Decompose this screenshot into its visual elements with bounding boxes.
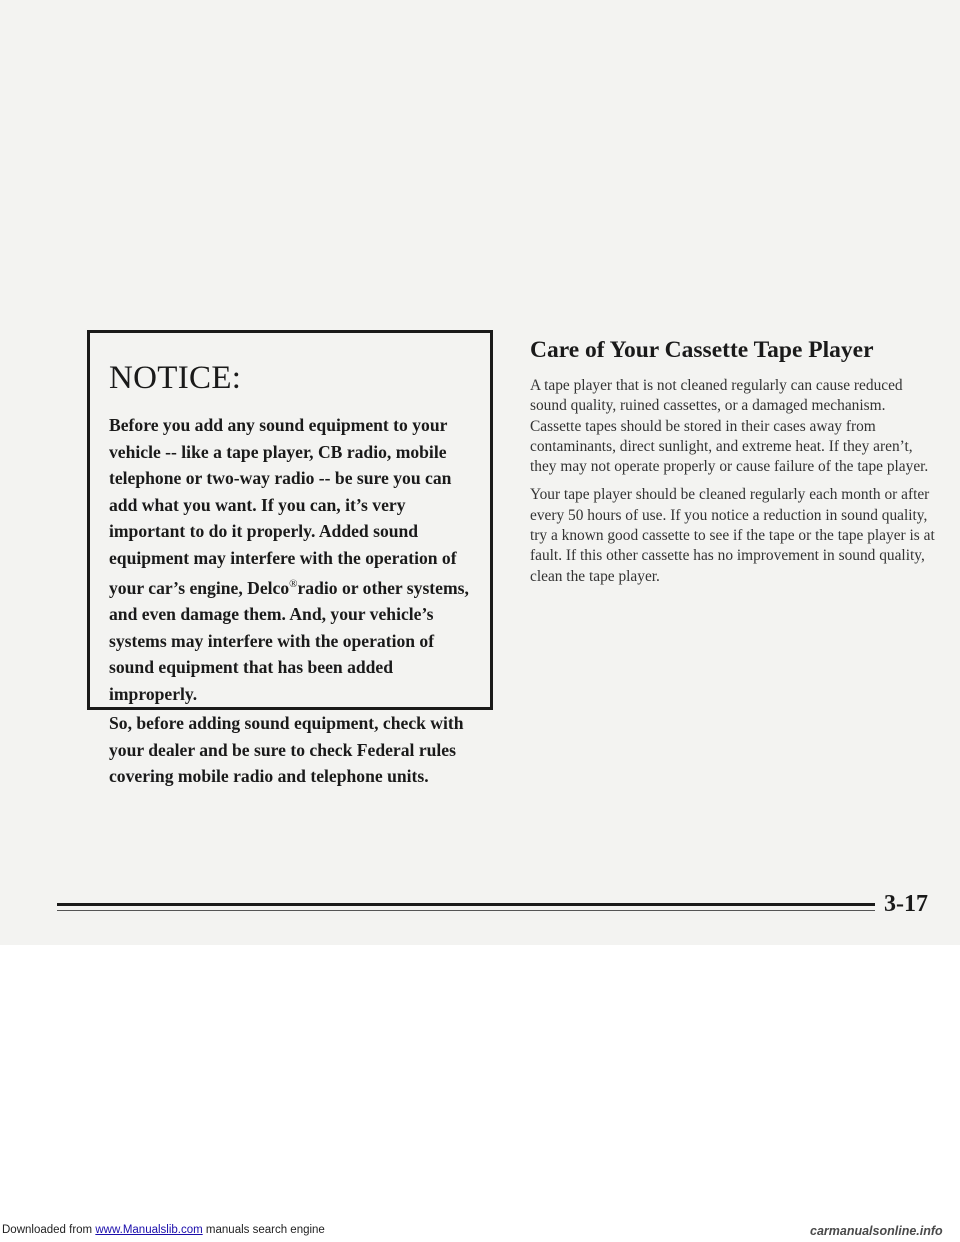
page-number: 3-17 [884,891,928,917]
registered-mark: ® [289,578,298,590]
notice-title: NOTICE: [109,360,242,396]
notice-paragraph-1 [109,412,472,707]
watermark: carmanualsonline.info [810,1224,943,1238]
footer-suffix: manuals search engine [205,1224,325,1236]
footer-rule-thin [57,910,875,911]
footer-prefix: Downloaded from [2,1224,93,1236]
cassette-care-section [530,334,940,595]
download-footer [2,1224,325,1236]
section-paragraph-1: A tape player that is not cleaned regularly can cause reduced sound quality, ruined cassettes, or a damaged mechanism. Cassette tapes should be stored in their cases away from contaminants, direct sunlight, and extreme heat. If they aren’t, they may not operate properly or cause failure of the tape player. [530,377,929,476]
notice-box [87,330,493,787]
section-paragraph-2: Your tape player should be cleaned regularly each month or after every 50 hours of use. If you notice a reduction in sound quality, try a known good cassette to see if the tape or the tape player is at fault. If this other cassette has no improvement in sound quality, clean the tape player. [530,486,935,585]
notice-paragraph-2: So, before adding sound equipment, check with your dealer and be sure to check Federal rules covering mobile radio and telephone units. [109,713,464,787]
notice-paragraph-1-part-1: Before you add any sound equipment to your vehicle -- like a tape player, CB radio, mobile telephone or two-way radio -- be sure you can add what you want. If you can, it’s very important to do it properly. Added sound equipment may interfere with the operation of your car’s engine, Delco [109,415,457,598]
manualslib-link[interactable]: www.Manualslib.com [95,1224,203,1236]
section-title: Care of Your Cassette Tape Player [530,337,874,363]
notice-paragraph-1-part-2: radio or other systems, and even damage them. And, your vehicle’s systems may interfere with the operation of sound equipment that has been added improperly. [109,577,469,704]
footer-rule-thick [57,903,875,906]
